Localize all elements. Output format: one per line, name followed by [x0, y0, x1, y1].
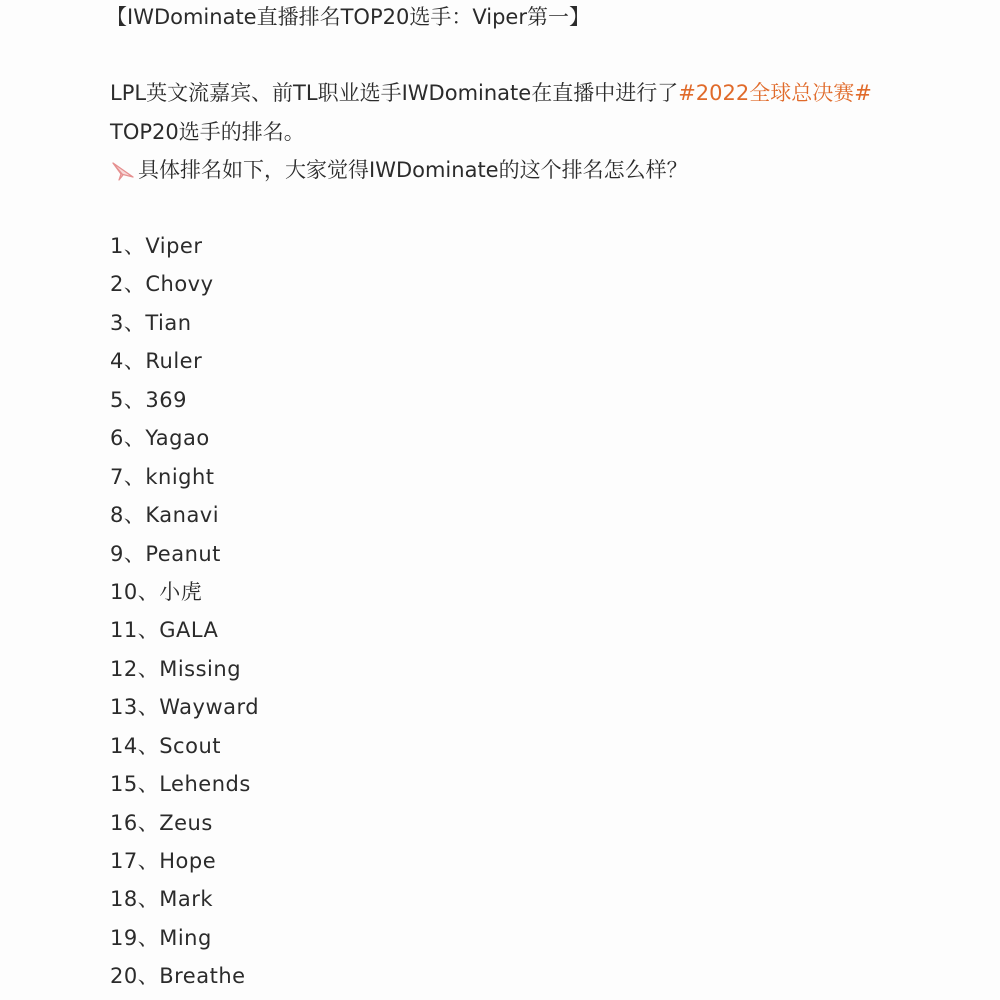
ranking-item: 8、Kanavi	[110, 503, 220, 528]
ranking-item: 18、Mark	[110, 887, 214, 912]
ranking-item: 1、Viper	[110, 234, 203, 258]
question-line	[110, 155, 688, 185]
post-title: 【IWDominate直播排名TOP20选手：Viper第一】	[106, 5, 590, 29]
ranking-list	[110, 231, 259, 1000]
ranking-item: 3、Tian	[110, 310, 192, 335]
ranking-item: 14、Scout	[110, 733, 221, 758]
ranking-item: 10、小虎	[110, 579, 203, 604]
ranking-item: 5、369	[110, 387, 187, 412]
ranking-item: 13、Wayward	[110, 695, 260, 720]
ranking-item: 17、Hope	[110, 849, 217, 873]
ranking-item: 20、Breathe	[110, 964, 246, 989]
hashtag-link[interactable]: #2022全球总决赛#	[678, 81, 872, 105]
question-text: 具体排名如下，大家觉得IWDominate的这个排名怎么样？	[138, 158, 688, 182]
ranking-item: 12、Missing	[110, 656, 242, 681]
paper-plane-emoji-icon	[110, 157, 136, 183]
intro-line-1	[110, 78, 872, 108]
ranking-item: 2、Chovy	[110, 272, 214, 297]
ranking-item: 15、Lehends	[110, 772, 251, 797]
intro-text: LPL英文流嘉宾、前TL职业选手IWDominate在直播中进行了	[110, 81, 679, 105]
intro-line-2: TOP20选手的排名。	[110, 120, 305, 144]
ranking-item: 7、knight	[110, 464, 215, 489]
ranking-item: 11、GALA	[110, 618, 219, 643]
ranking-item: 4、Ruler	[110, 349, 203, 374]
ranking-item: 16、Zeus	[110, 810, 213, 835]
ranking-item: 19、Ming	[110, 925, 212, 950]
ranking-item: 9、Peanut	[110, 541, 221, 566]
ranking-item: 6、Yagao	[110, 426, 210, 451]
